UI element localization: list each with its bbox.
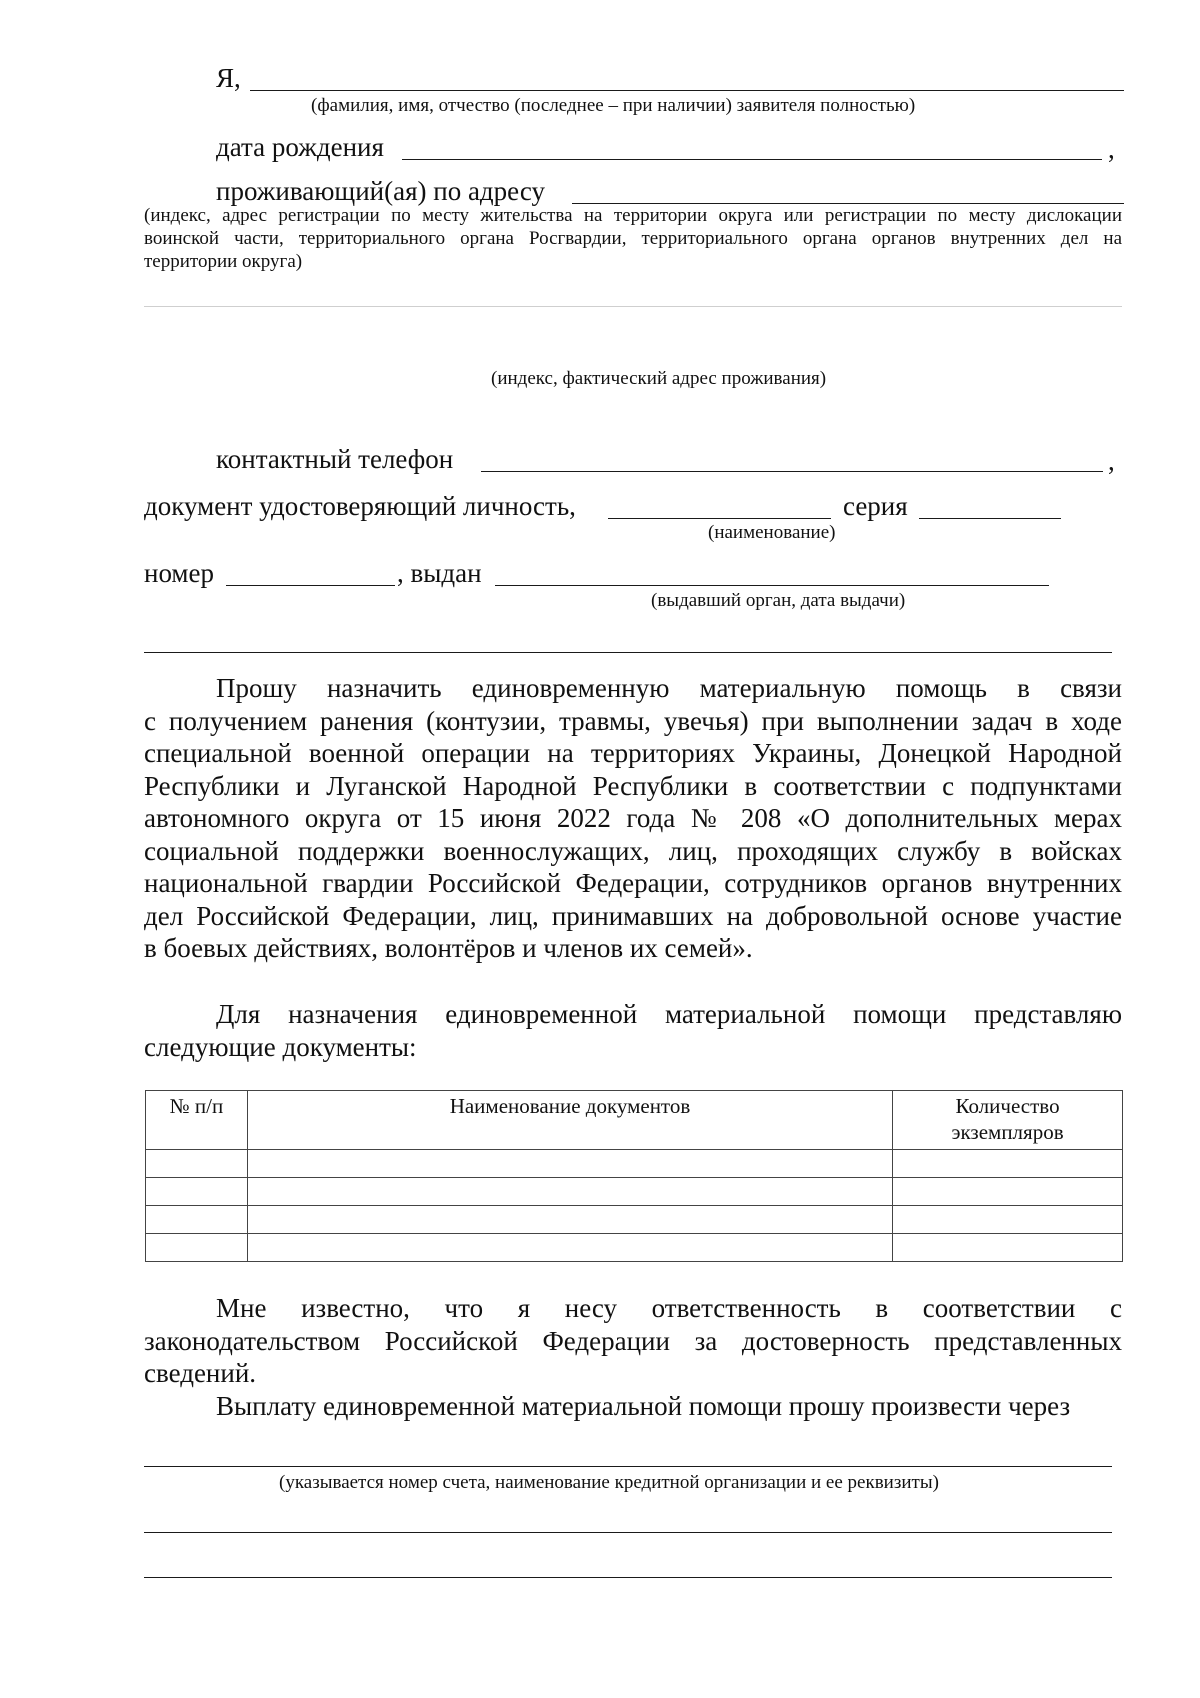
paragraph-line: специальной военной операции на территориях Украины, Донецкой Народной xyxy=(144,738,1122,768)
paragraph-line: Прошу назначить единовременную материальную помощь в связи xyxy=(216,673,1122,703)
paragraph-line: дел Российской Федерации, лиц, принимавших на добровольной основе участие xyxy=(144,900,1122,931)
fio-caption: (фамилия, имя, отчество (последнее – при наличии) заявителя полностью) xyxy=(311,95,916,116)
table-cell[interactable] xyxy=(893,1178,1123,1206)
id-document-name-line[interactable] xyxy=(608,518,831,519)
document-name-caption: (наименование) xyxy=(708,522,836,543)
paragraph-line: социальной поддержки военнослужащих, лиц, проходящих службу в войсках xyxy=(144,835,1122,866)
column-header-document-name: Наименование документов xyxy=(247,1091,892,1150)
responsibility-paragraph xyxy=(144,1292,1122,1390)
paragraph-line: законодательством Российской Федерации за достоверность представленных xyxy=(144,1325,1122,1356)
table-cell[interactable] xyxy=(146,1206,248,1234)
column-header-number: № п/п xyxy=(146,1091,248,1150)
phone-comma: , xyxy=(1108,446,1115,476)
payment-caption: (указывается номер счета, наименование кредитной организации и ее реквизиты) xyxy=(279,1472,939,1493)
paragraph-line: с получением ранения (контузии, травмы, увечья) при выполнении задач в ходе xyxy=(144,705,1122,736)
paragraph-line: сведений. xyxy=(144,1358,257,1388)
table-cell[interactable] xyxy=(247,1150,892,1178)
table-row xyxy=(146,1206,1123,1234)
address-caption-line: воинской части, территориального органа Росгвардии, территориального органа органов внутренних дел на xyxy=(144,228,1122,249)
paragraph-line: автономного округа от 15 июня 2022 года № 208 «О дополнительных мерах xyxy=(144,803,1122,833)
series-field-line[interactable] xyxy=(919,518,1061,519)
birth-date-field-line[interactable] xyxy=(402,159,1102,160)
paragraph-line: Мне известно, что я несу ответственность в соответствии с xyxy=(216,1293,1122,1323)
ya-label: Я, xyxy=(216,63,241,93)
actual-address-caption: (индекс, фактический адрес проживания) xyxy=(491,368,827,389)
paragraph-line: в боевых действиях, волонтёров и членов их семей». xyxy=(144,933,753,963)
table-cell[interactable] xyxy=(247,1206,892,1234)
series-label: серия xyxy=(843,491,908,521)
number-field-line[interactable] xyxy=(226,585,395,586)
table-cell[interactable] xyxy=(247,1234,892,1262)
table-row xyxy=(146,1150,1123,1178)
address-caption-line: (индекс, адрес регистрации по месту жительства на территории округа или регистрации по месту дислокации xyxy=(144,205,1122,226)
birth-date-label: дата рождения xyxy=(216,132,384,162)
fio-field-line[interactable] xyxy=(250,90,1124,91)
issuer-field-line[interactable] xyxy=(495,585,1049,586)
id-document-label: документ удостоверяющий личность, xyxy=(144,491,576,521)
documents-table xyxy=(145,1090,1123,1262)
payment-extra-line[interactable] xyxy=(144,1577,1112,1578)
table-header-row xyxy=(146,1091,1123,1150)
table-row xyxy=(146,1178,1123,1206)
issuer-caption: (выдавший орган, дата выдачи) xyxy=(651,590,906,611)
table-cell[interactable] xyxy=(247,1178,892,1206)
payment-extra-line[interactable] xyxy=(144,1532,1112,1533)
payment-details-line[interactable] xyxy=(144,1466,1112,1467)
column-header-copies: Количество экземпляров xyxy=(893,1091,1123,1150)
phone-label: контактный телефон xyxy=(216,444,454,474)
table-cell[interactable] xyxy=(146,1150,248,1178)
birth-date-comma: , xyxy=(1108,134,1115,164)
paragraph-line: Для назначения единовременной материальной помощи представляю xyxy=(216,999,1122,1029)
address-extra-line[interactable] xyxy=(144,306,1122,307)
address-label: проживающий(ая) по адресу xyxy=(216,176,545,206)
table-cell[interactable] xyxy=(146,1178,248,1206)
number-label: номер xyxy=(144,558,215,588)
table-cell[interactable] xyxy=(146,1234,248,1262)
phone-field-line[interactable] xyxy=(481,471,1103,472)
paragraph-line: следующие документы: xyxy=(144,1031,417,1062)
issuer-extra-line[interactable] xyxy=(144,652,1112,653)
address-caption xyxy=(144,204,1122,273)
issued-label: , выдан xyxy=(397,558,482,588)
paragraph-line: национальной гвардии Российской Федерации, сотрудников органов внутренних xyxy=(144,868,1122,898)
paragraph-line: Республики и Луганской Народной Республики в соответствии с подпунктами xyxy=(144,770,1122,801)
address-caption-line: территории округа) xyxy=(144,251,303,272)
table-cell[interactable] xyxy=(893,1234,1123,1262)
documents-paragraph xyxy=(144,998,1122,1063)
request-paragraph xyxy=(144,672,1122,965)
table-row xyxy=(146,1234,1123,1262)
table-cell[interactable] xyxy=(893,1206,1123,1234)
table-cell[interactable] xyxy=(893,1150,1123,1178)
payment-method-text: Выплату единовременной материальной помощи прошу произвести через xyxy=(216,1391,1071,1421)
